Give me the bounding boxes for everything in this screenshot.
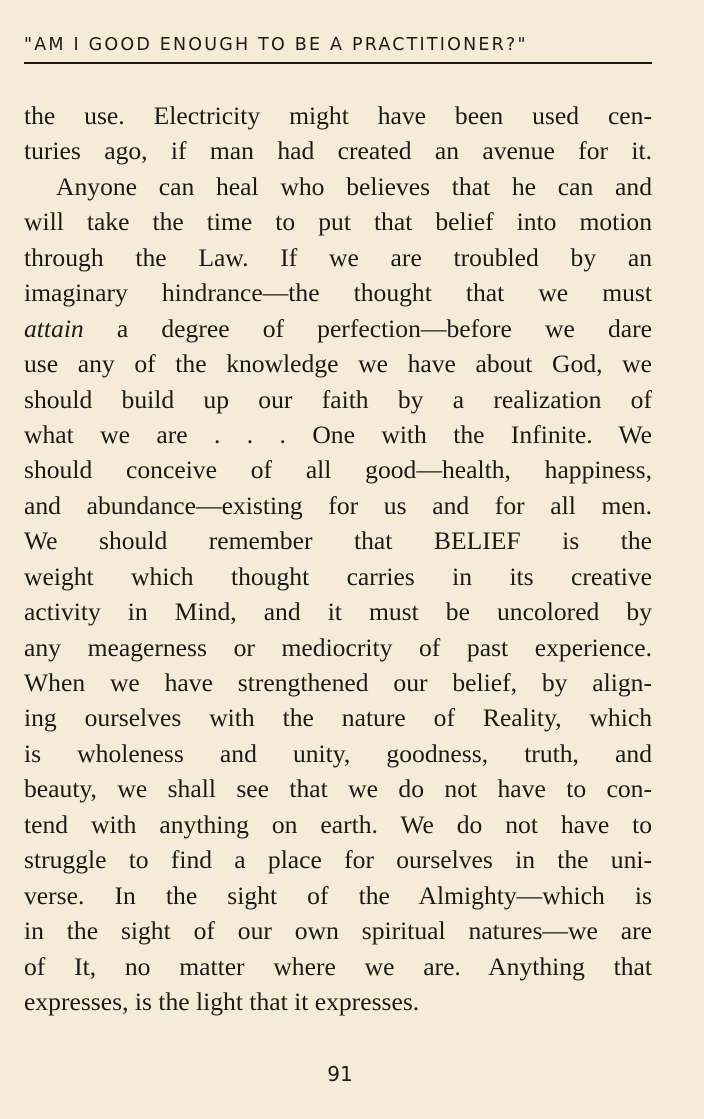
text-line: will take the time to put that belief into motion (24, 207, 652, 237)
text-line: what we are . . . One with the Infinite. We (24, 419, 652, 449)
text-line: ing ourselves with the nature of Reality, which (24, 703, 652, 733)
header-rule (24, 62, 652, 64)
text-line: expresses, is the light that it expresses. (24, 986, 420, 1016)
text-line-rest: a degree of perfection—before we dare (116, 313, 652, 343)
text-line: should conceive of all good—health, happiness, (24, 455, 652, 485)
text-line: of It, no matter where we are. Anything that (24, 951, 652, 981)
text-line: Anyone can heal who believes that he can and (56, 171, 652, 201)
text-line: use any of the knowledge we have about God, we (24, 349, 652, 379)
text-line: and abundance—existing for us and for all men. (24, 490, 652, 520)
text-line: in the sight of our own spiritual natures—we are (24, 916, 652, 946)
text-line: any meagerness or mediocrity of past experience. (24, 632, 652, 662)
text-line: activity in Mind, and it must be uncolored by (24, 597, 652, 627)
text-line: struggle to find a place for ourselves in the uni- (24, 845, 652, 875)
italic-word: attain (24, 313, 84, 343)
text-line: weight which thought carries in its creative (24, 561, 652, 591)
text-line: is wholeness and unity, goodness, truth, and (24, 738, 652, 768)
text-line: the use. Electricity might have been used cen- (24, 101, 652, 130)
text-line: tend with anything on earth. We do not have to (24, 809, 652, 839)
text-line: beauty, we shall see that we do not have to con- (24, 774, 652, 804)
text-line: imaginary hindrance—the thought that we must (24, 278, 652, 308)
text-line: When we have strengthened our belief, by align- (24, 668, 652, 697)
text-line: through the Law. If we are troubled by an (24, 242, 652, 272)
text-line: should build up our faith by a realization of (24, 384, 652, 414)
body-text (24, 98, 652, 1019)
text-line: turies ago, if man had created an avenue for it. (24, 136, 652, 166)
text-line (24, 311, 652, 346)
text-line: verse. In the sight of the Almighty—which is (24, 880, 652, 910)
running-head: "AM I GOOD ENOUGH TO BE A PRACTITIONER?" (24, 35, 528, 55)
text-line: We should remember that BELIEF is the (24, 526, 652, 556)
page-number: 91 (327, 1062, 353, 1086)
